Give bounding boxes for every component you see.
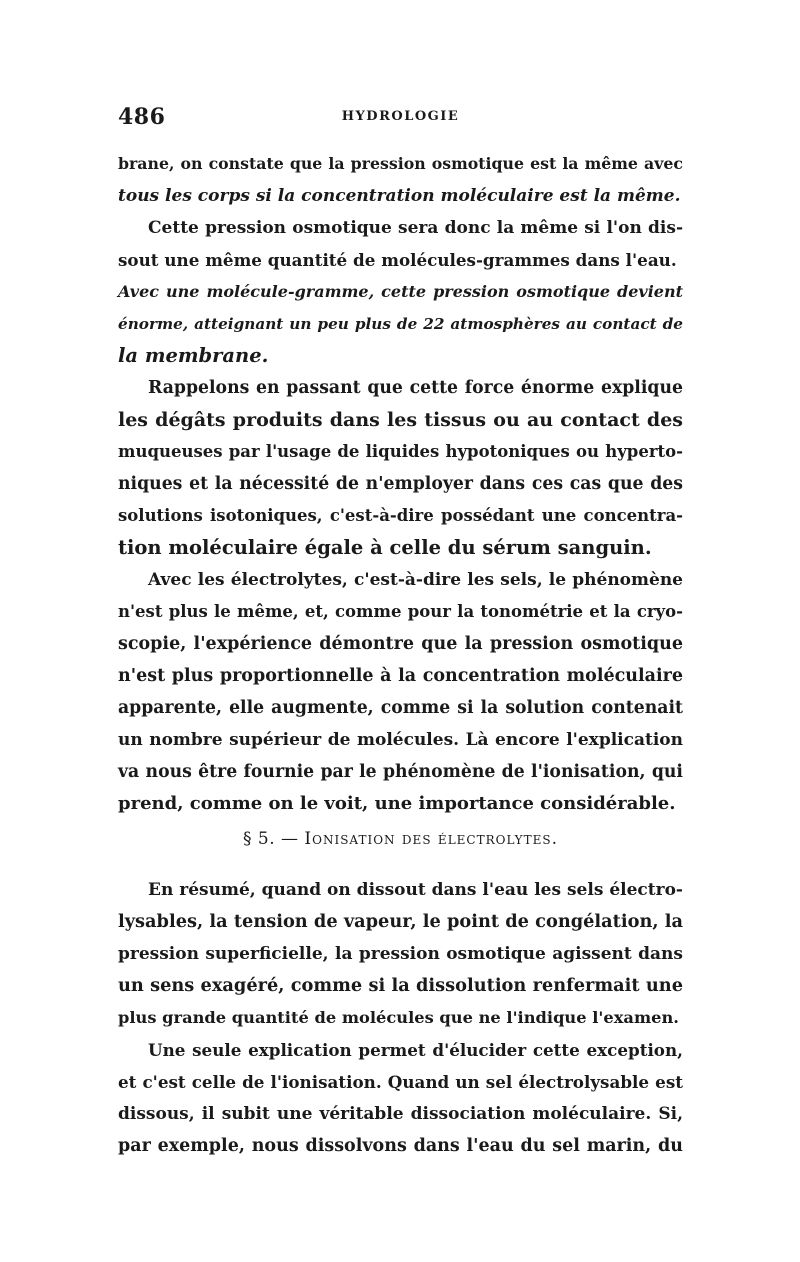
text-line: tous les corps si la concentration moléculaire est la même. — [118, 186, 681, 206]
text-line: un sens exagéré, comme si la dissolution renfermait une — [118, 975, 683, 996]
text-line: plus grande quantité de molécules que ne l'indique l'examen. — [118, 1008, 679, 1027]
text-line: Avec les électrolytes, c'est-à-dire les sels, le phénomène — [148, 570, 683, 590]
section-gap — [118, 858, 683, 874]
running-head: HYDROLOGIE — [341, 109, 460, 124]
text-line: Cette pression osmotique sera donc la même si l'on dis- — [148, 218, 683, 238]
text-line: n'est plus proportionnelle à la concentration moléculaire — [118, 666, 683, 686]
text-line: Rappelons en passant que cette force énorme explique — [148, 378, 683, 398]
text-line: Une seule explication permet d'élucider cette exception, — [148, 1040, 683, 1060]
text-line: lysables, la tension de vapeur, le point de congélation, la — [118, 911, 683, 932]
text-line: la membrane. — [118, 344, 269, 367]
page-header — [118, 104, 683, 134]
text-line: énorme, atteignant un peu plus de 22 atmosphères au contact de — [118, 315, 683, 333]
text-line: solutions isotoniques, c'est-à-dire possédant une concentra- — [118, 506, 683, 525]
section-number: § 5. — — [242, 829, 299, 849]
text-line: les dégâts produits dans les tissus ou au contact des — [118, 409, 683, 431]
text-line: En résumé, quand on dissout dans l'eau les sels électro- — [148, 880, 683, 900]
text-line: muqueuses par l'usage de liquides hypotoniques ou hyperto- — [118, 442, 683, 461]
text-line: sout une même quantité de molécules-grammes dans l'eau. — [118, 250, 677, 270]
body-text — [118, 148, 683, 1162]
text-line: dissous, il subit une véritable dissociation moléculaire. Si, — [118, 1104, 683, 1124]
section-title: Ionisation des électrolytes. — [304, 829, 558, 849]
text-line: apparente, elle augmente, comme si la solution contenait — [118, 698, 683, 718]
text-line: Avec une molécule-gramme, cette pression osmotique devient — [118, 282, 683, 301]
text-line: brane, on constate que la pression osmotique est la même avec — [118, 154, 683, 173]
text-line: va nous être fournie par le phénomène de l'ionisation, qui — [118, 762, 683, 782]
text-line: scopie, l'expérience démontre que la pression osmotique — [118, 634, 683, 654]
text-line: prend, comme on le voit, une importance considérable. — [118, 793, 676, 814]
page-number: 486 — [118, 104, 166, 130]
text-line: tion moléculaire égale à celle du sérum sanguin. — [118, 536, 652, 559]
text-line: un nombre supérieur de molécules. Là encore l'explication — [118, 730, 683, 750]
text-line: niques et la nécessité de n'employer dans ces cas que des — [118, 474, 683, 494]
text-line: par exemple, nous dissolvons dans l'eau du sel marin, du — [118, 1136, 683, 1156]
text-line: n'est plus le même, et, comme pour la tonométrie et la cryo- — [118, 602, 683, 621]
text-line: pression superficielle, la pression osmotique agissent dans — [118, 944, 683, 964]
section-heading — [118, 820, 683, 858]
text-line: et c'est celle de l'ionisation. Quand un sel électrolysable est — [118, 1072, 683, 1092]
